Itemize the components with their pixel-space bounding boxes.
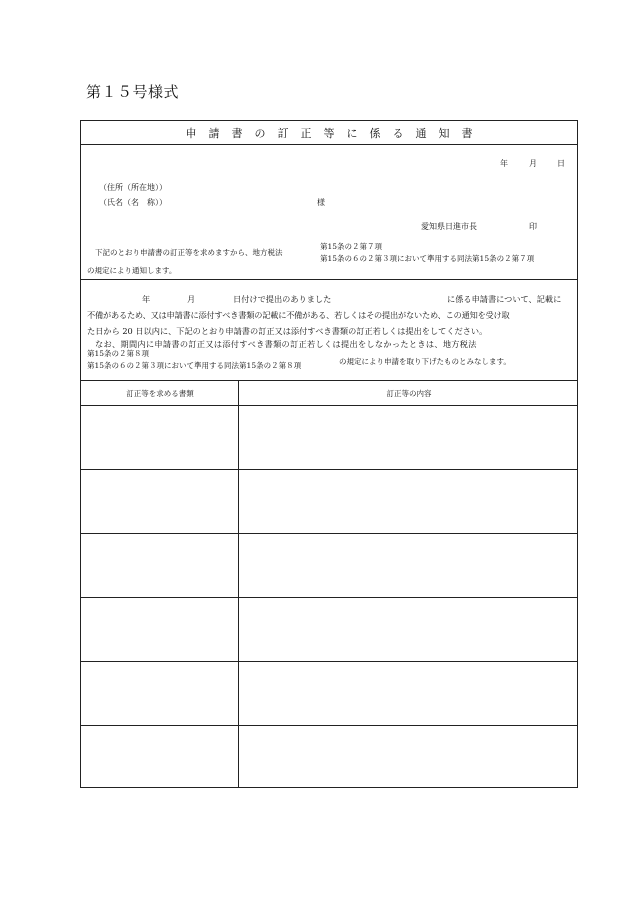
- table-row-divider: [81, 725, 577, 726]
- intro-reference-1: 第15条の２第７項: [320, 242, 383, 251]
- instr-line-3: た日から 20 日以内に、下記のとおり申請書の訂正又は添付すべき書類の訂正若しくは提出をしてください。: [87, 326, 488, 336]
- instr-after-blank: に係る申請書について、記載に: [447, 294, 562, 304]
- header-divider: [81, 279, 577, 280]
- honorific: 様: [317, 198, 325, 207]
- instructions-divider: [81, 380, 577, 381]
- table-row-divider: [81, 533, 577, 534]
- column-header-content: 訂正等の内容: [386, 389, 432, 398]
- column-header-documents: 訂正等を求める書類: [126, 389, 194, 398]
- instr-reference-2: 第15条の６の２第３項において準用する同法第15条の２第８項: [87, 361, 302, 370]
- date-day-label: 日: [557, 159, 565, 168]
- issuer-seal: 印: [529, 222, 537, 231]
- table-row-divider: [81, 469, 577, 470]
- instr-reference-1: 第15条の２第８項: [87, 349, 150, 358]
- date-year-label: 年: [500, 159, 508, 168]
- instr-line-5-tail: の規定により申請を取り下げたものとみなします。: [339, 357, 511, 366]
- notice-form: [80, 120, 578, 788]
- instr-year: 年: [142, 294, 151, 304]
- date-month-label: 月: [529, 159, 537, 168]
- table-header-divider: [81, 405, 577, 406]
- form-number: 第１５号様式: [86, 83, 180, 101]
- name-label: （氏名（名 称））: [99, 198, 167, 207]
- table-row-divider: [81, 661, 577, 662]
- instr-line-2: 不備があるため、又は申請書に添付すべき書類の記載に不備がある、若しくはその提出がないため、この通知を受け取: [87, 310, 510, 320]
- table-row-divider: [81, 597, 577, 598]
- intro-lead: 下記のとおり申請書の訂正等を求めますから、地方税法: [95, 248, 283, 257]
- issuer-name: 愛知県日進市長: [421, 222, 477, 231]
- instr-line-4: なお、期間内に申請書の訂正又は添付すべき書類の訂正若しくは提出をしなかったときは、地方税法: [95, 339, 477, 349]
- intro-reference-2: 第15条の６の２第３項において準用する同法第15条の２第７項: [320, 254, 535, 263]
- address-label: （住所（所在地））: [99, 183, 167, 192]
- form-title: 申請書の訂正等に係る通知書: [185, 127, 485, 140]
- intro-line-2: の規定により通知します。: [87, 266, 177, 275]
- title-divider: [81, 144, 577, 145]
- instr-month: 月: [187, 294, 196, 304]
- instr-after-date: 日付けで提出のありました: [233, 294, 332, 304]
